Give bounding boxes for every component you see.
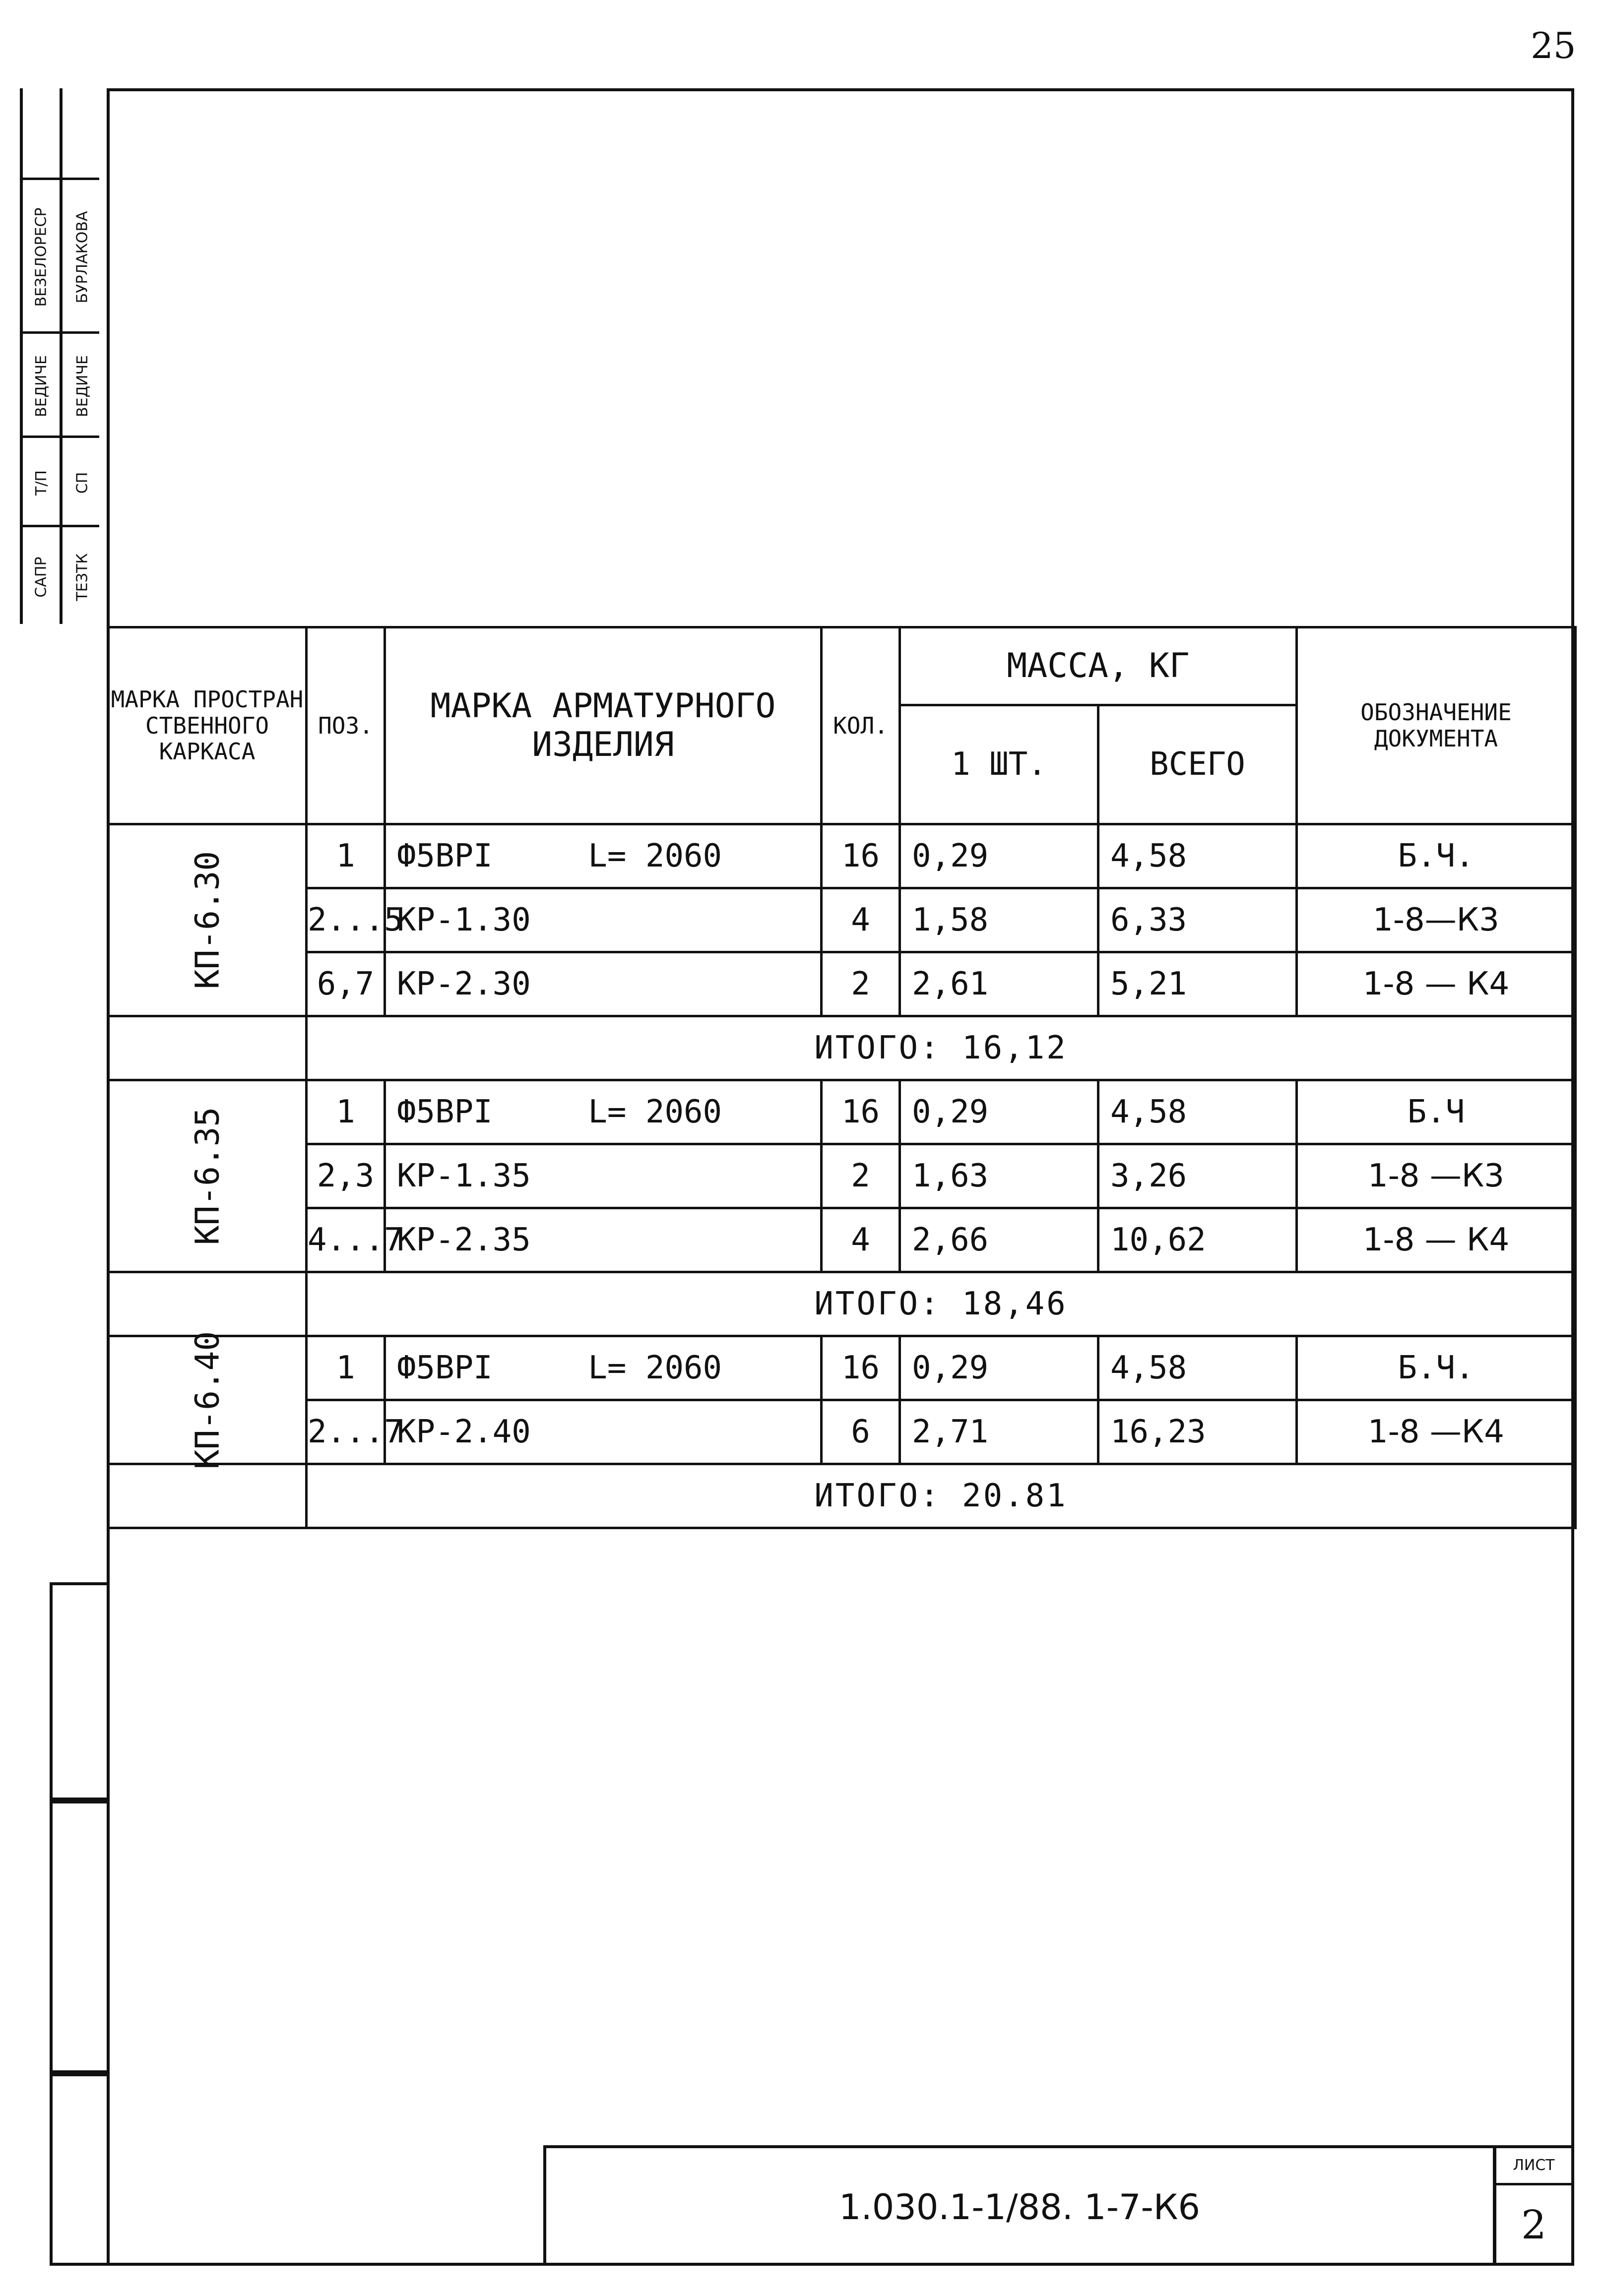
mass-one-cell: 2,71 bbox=[900, 1400, 1098, 1464]
product-cell: Ф5ВРI L= 2060 bbox=[385, 824, 822, 888]
stamp-entry: ВЕДИЧЕ bbox=[32, 355, 50, 417]
qty-cell: 4 bbox=[822, 1208, 900, 1272]
header-mass-total: ВСЕГО bbox=[1098, 705, 1297, 824]
frame-mark-spacer bbox=[108, 1464, 307, 1528]
pos-cell: 2...5 bbox=[307, 888, 385, 952]
product-cell: КР-2.40 bbox=[385, 1400, 822, 1464]
mass-one-cell: 0,29 bbox=[900, 824, 1098, 888]
approval-stamp bbox=[20, 88, 107, 624]
frame-mark-cell: КП-6.40 bbox=[108, 1336, 307, 1464]
stamp-tick bbox=[60, 525, 99, 527]
document-cell: 1-8 —К3 bbox=[1297, 1144, 1576, 1208]
product-cell: КР-2.35 bbox=[385, 1208, 822, 1272]
frame-mark-spacer bbox=[108, 1272, 307, 1336]
frame-mark-spacer bbox=[108, 1016, 307, 1080]
document-cell: 1-8 — К4 bbox=[1297, 952, 1576, 1016]
mass-total-cell: 10,62 bbox=[1098, 1208, 1297, 1272]
mass-total-cell: 4,58 bbox=[1098, 824, 1297, 888]
stamp-entry: САПР bbox=[32, 556, 50, 598]
product-cell: КР-1.35 bbox=[385, 1144, 822, 1208]
mass-one-cell: 1,63 bbox=[900, 1144, 1098, 1208]
pos-cell: 2,3 bbox=[307, 1144, 385, 1208]
stamp-tick bbox=[60, 331, 99, 334]
pos-cell: 6,7 bbox=[307, 952, 385, 1016]
mass-one-cell: 0,29 bbox=[900, 1336, 1098, 1400]
header-qty: КОЛ. bbox=[822, 627, 900, 824]
specification-table bbox=[107, 626, 1577, 1529]
stamp-tick bbox=[20, 525, 60, 527]
qty-cell: 16 bbox=[822, 824, 900, 888]
sheet-label: ЛИСТ bbox=[1496, 2148, 1571, 2185]
frame-mark-cell: КП-6.35 bbox=[108, 1080, 307, 1272]
pos-cell: 2...7 bbox=[307, 1400, 385, 1464]
product-cell: КР-2.30 bbox=[385, 952, 822, 1016]
qty-cell: 4 bbox=[822, 888, 900, 952]
pos-cell: 1 bbox=[307, 1080, 385, 1144]
side-block bbox=[50, 1800, 107, 2073]
document-cell: 1-8—К3 bbox=[1297, 888, 1576, 952]
frame-mark-cell: КП-6.30 bbox=[108, 824, 307, 1016]
mass-total-cell: 3,26 bbox=[1098, 1144, 1297, 1208]
stamp-entry: ТЕЗТК bbox=[73, 553, 91, 601]
stamp-entry: БУРЛАКОВА bbox=[73, 210, 91, 304]
mass-total-cell: 4,58 bbox=[1098, 1336, 1297, 1400]
product-cell: Ф5ВРI L= 2060 bbox=[385, 1336, 822, 1400]
qty-cell: 2 bbox=[822, 952, 900, 1016]
document-cell: Б.Ч. bbox=[1297, 1336, 1576, 1400]
stamp-tick bbox=[20, 435, 60, 438]
document-cell: 1-8 —К4 bbox=[1297, 1400, 1576, 1464]
document-cell: Б.Ч bbox=[1297, 1080, 1576, 1144]
mass-one-cell: 2,66 bbox=[900, 1208, 1098, 1272]
group-total: ИТОГО: 16,12 bbox=[307, 1016, 1576, 1080]
product-cell: КР-1.30 bbox=[385, 888, 822, 952]
title-block bbox=[543, 2145, 1496, 2266]
product-cell: Ф5ВРI L= 2060 bbox=[385, 1080, 822, 1144]
mass-one-cell: 2,61 bbox=[900, 952, 1098, 1016]
mass-one-cell: 0,29 bbox=[900, 1080, 1098, 1144]
pos-cell: 1 bbox=[307, 1336, 385, 1400]
qty-cell: 2 bbox=[822, 1144, 900, 1208]
document-cell: 1-8 — К4 bbox=[1297, 1208, 1576, 1272]
header-pos: ПОЗ. bbox=[307, 627, 385, 824]
header-mass: МАССА, КГ bbox=[900, 627, 1297, 705]
group-total: ИТОГО: 20.81 bbox=[307, 1464, 1576, 1528]
mass-total-cell: 4,58 bbox=[1098, 1080, 1297, 1144]
sheet-number: 2 bbox=[1521, 2202, 1546, 2248]
qty-cell: 16 bbox=[822, 1080, 900, 1144]
mass-one-cell: 1,58 bbox=[900, 888, 1098, 952]
qty-cell: 16 bbox=[822, 1336, 900, 1400]
stamp-tick bbox=[60, 178, 99, 180]
side-block bbox=[50, 2073, 107, 2266]
stamp-tick bbox=[60, 435, 99, 438]
sheet-box bbox=[1493, 2145, 1574, 2266]
header-frame-mark: МАРКА ПРОСТРАН СТВЕННОГО КАРКАСА bbox=[108, 627, 307, 824]
pos-cell: 1 bbox=[307, 824, 385, 888]
header-product-mark: МАРКА АРМАТУРНОГО ИЗДЕЛИЯ bbox=[385, 627, 822, 824]
stamp-tick bbox=[20, 178, 60, 180]
side-block bbox=[50, 1582, 107, 1800]
header-document: ОБОЗНАЧЕНИЕ ДОКУМЕНТА bbox=[1297, 627, 1576, 824]
document-cell: Б.Ч. bbox=[1297, 824, 1576, 888]
stamp-entry: ВЕДИЧЕ bbox=[73, 355, 91, 417]
document-designation: 1.030.1-1/88. 1-7-К6 bbox=[839, 2186, 1200, 2228]
mass-total-cell: 5,21 bbox=[1098, 952, 1297, 1016]
page-number: 25 bbox=[1531, 25, 1576, 66]
stamp-entry: Т/П bbox=[32, 470, 50, 496]
mass-total-cell: 16,23 bbox=[1098, 1400, 1297, 1464]
group-total: ИТОГО: 18,46 bbox=[307, 1272, 1576, 1336]
stamp-tick bbox=[20, 331, 60, 334]
stamp-entry: ВЕЗЕЛОРЕСР bbox=[32, 207, 50, 307]
qty-cell: 6 bbox=[822, 1400, 900, 1464]
mass-total-cell: 6,33 bbox=[1098, 888, 1297, 952]
stamp-entry: СП bbox=[73, 472, 91, 494]
pos-cell: 4...7 bbox=[307, 1208, 385, 1272]
header-mass-one: 1 ШТ. bbox=[900, 705, 1098, 824]
